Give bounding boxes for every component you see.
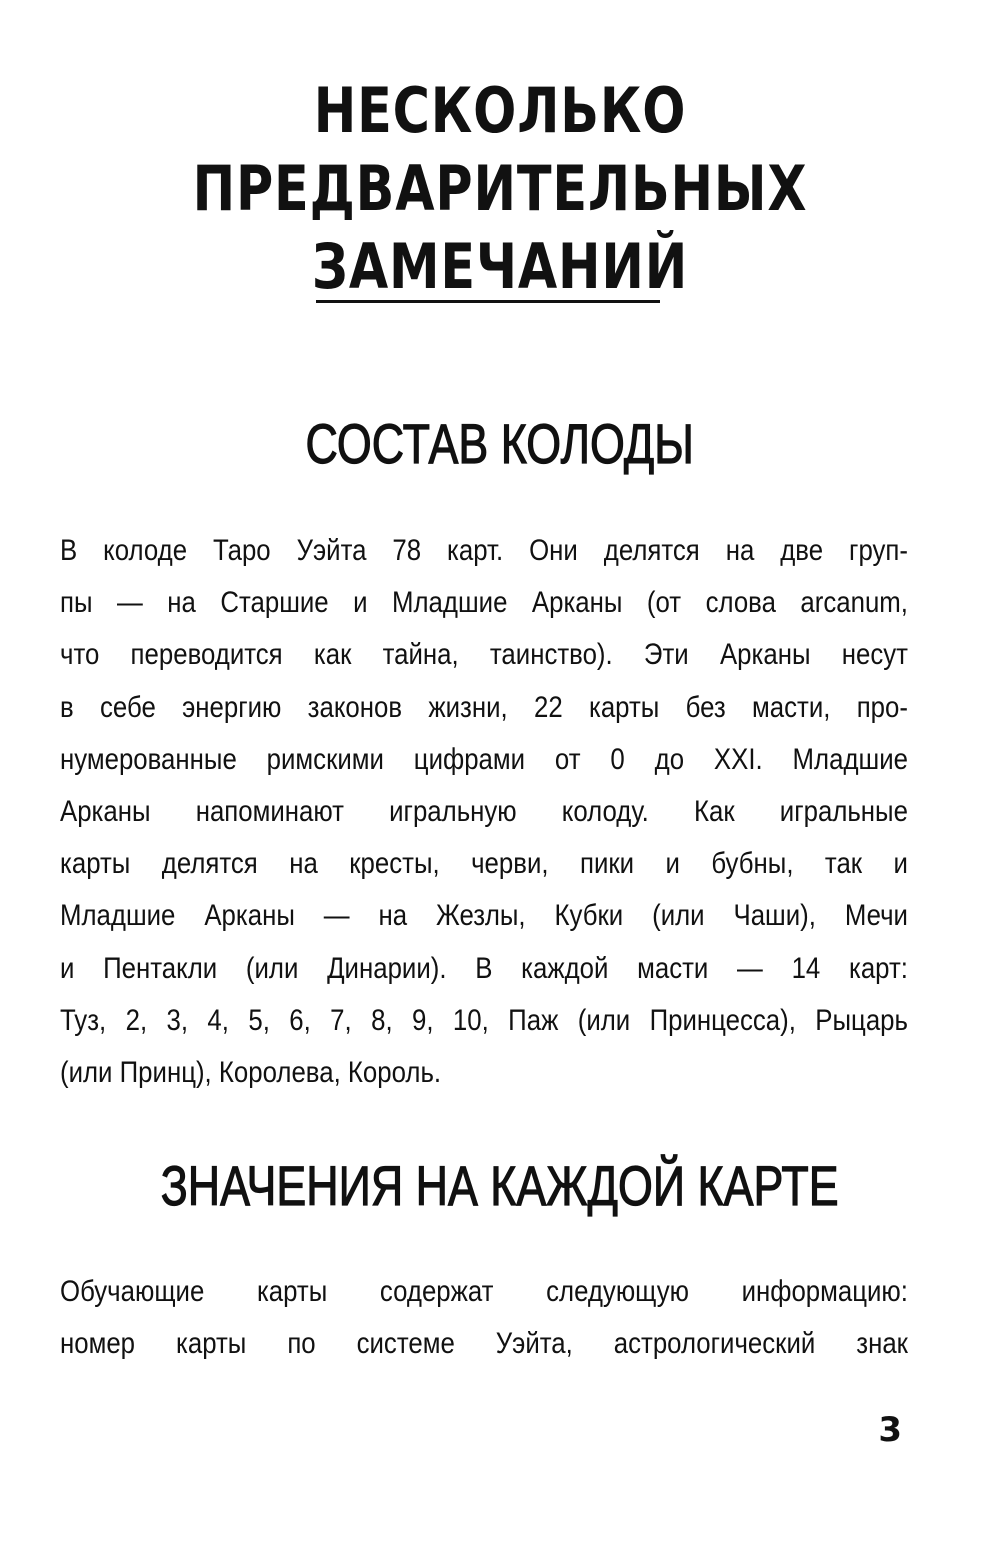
text-line: номер карты по системе Уэйта, астрологический знак	[60, 1327, 908, 1361]
paragraph-card-meanings	[60, 1266, 908, 1370]
text-line: В колоде Таро Уэйта 78 карт. Они делятся на две груп-	[60, 534, 908, 567]
text-line: в себе энергию законов жизни, 22 карты без масти, про-	[60, 690, 908, 724]
title-underline-divider	[316, 300, 660, 303]
chapter-title-line: ЗАМЕЧАНИЙ	[311, 230, 689, 303]
text-line: Арканы напоминают игральную колоду. Как игральные	[60, 795, 908, 829]
text-line: и Пентакли (или Динарии). В каждой масти — 14 карт:	[60, 951, 908, 985]
text-line: пы — на Старшие и Младшие Арканы (от слова arcanum,	[60, 586, 908, 620]
text-line: нумерованные римскими цифрами от 0 до XXI. Младшие	[60, 742, 908, 776]
text-line: Обучающие карты содержат следующую информацию:	[60, 1275, 908, 1308]
text-line: Младшие Арканы — на Жезлы, Кубки (или Чаши), Мечи	[60, 899, 908, 933]
text-line: карты делятся на кресты, черви, пики и бубны, так и	[60, 847, 908, 881]
section-heading-card-meanings: ЗНАЧЕНИЯ НА КАЖДОЙ КАРТЕ	[161, 1154, 839, 1217]
text-line: Туз, 2, 3, 4, 5, 6, 7, 8, 9, 10, Паж (или Принцесса), Рыцарь	[60, 1003, 908, 1037]
section-heading-deck-composition: СОСТАВ КОЛОДЫ	[305, 412, 695, 475]
chapter-title-line: НЕСКОЛЬКО	[313, 74, 687, 147]
chapter-title-line: ПРЕДВАРИТЕЛЬНЫХ	[192, 152, 808, 225]
chapter-title	[0, 72, 1000, 306]
paragraph-deck-composition	[60, 525, 908, 1099]
text-line: (или Принц), Королева, Король.	[60, 1056, 442, 1090]
page-number: 3	[878, 1410, 902, 1450]
text-line: что переводится как тайна, таинство). Эти Арканы несут	[60, 638, 908, 672]
